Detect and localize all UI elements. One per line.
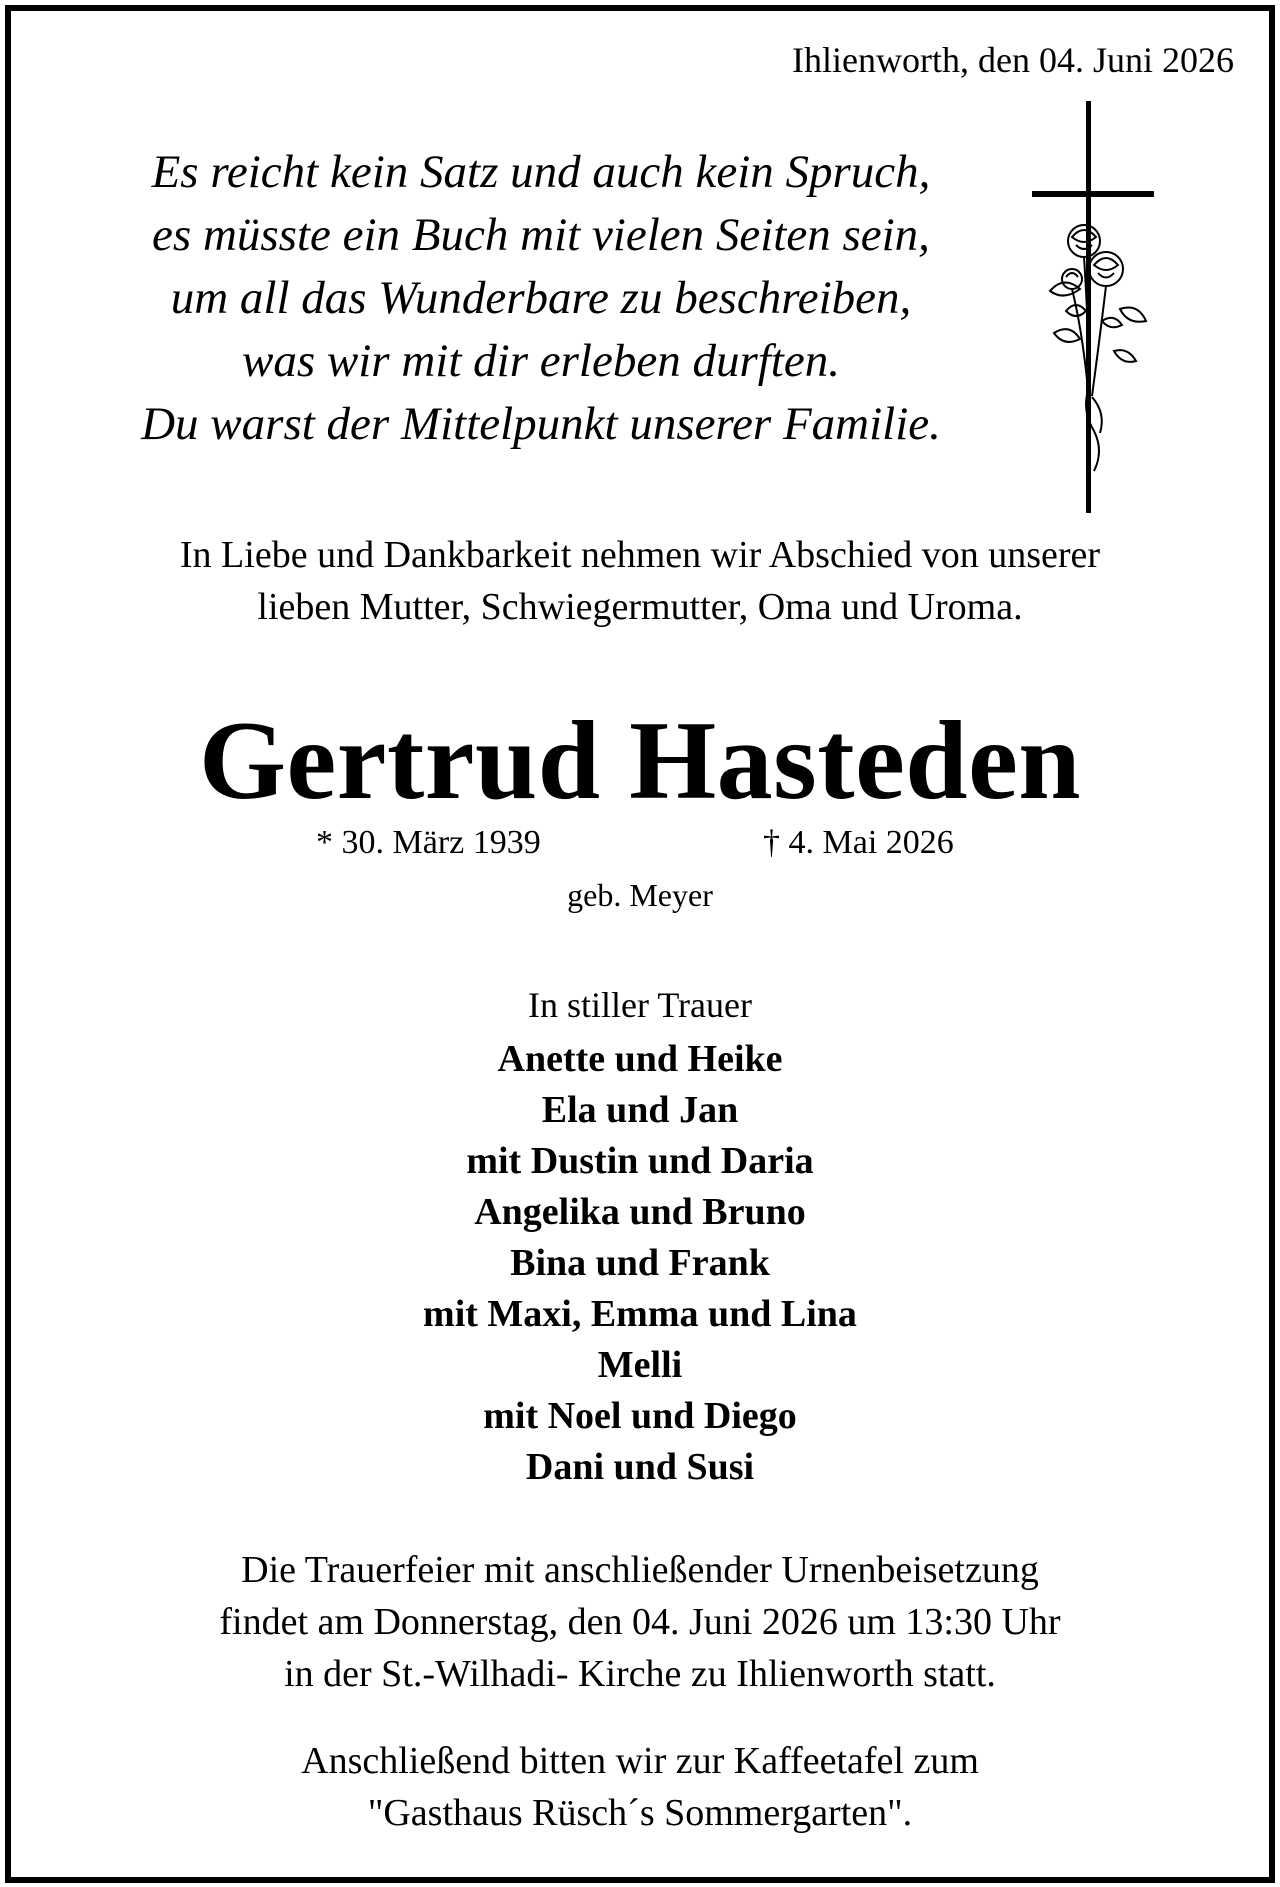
poem-line: was wir mit dir erleben durften. [242, 335, 840, 387]
mourner-entry: Ela und Jan [541, 1089, 739, 1131]
mourners-list [11, 1034, 1269, 1493]
mourner-entry: Angelika und Bruno [474, 1191, 806, 1233]
mourner-entry: Dani und Susi [525, 1446, 755, 1488]
mourner-entry: mit Dustin und Daria [466, 1140, 814, 1182]
memorial-poem [51, 141, 1031, 456]
deceased-name: Gertrud Hasteden [198, 699, 1082, 823]
reception-line: "Gasthaus Rüsch´s Sommergarten". [367, 1792, 913, 1834]
reception-line: Anschließend bitten wir zur Kaffeetafel zum [301, 1740, 979, 1782]
birth-date: * 30. März 1939 [316, 824, 541, 861]
poem-line: um all das Wunderbare zu beschreiben, [170, 272, 912, 324]
mourner-entry: Melli [597, 1344, 683, 1386]
maiden-name: geb. Meyer [567, 877, 713, 913]
poem-line: es müsste ein Buch mit vielen Seiten sein, [152, 209, 930, 261]
place-date: Ihlienworth, den 04. Juni 2026 [792, 40, 1234, 80]
ceremony-line: in der St.-Wilhadi- Kirche zu Ihlienworth statt. [284, 1653, 996, 1695]
cross-with-roses-icon [1026, 101, 1161, 513]
ceremony-line: Die Trauerfeier mit anschließender Urnenbeisetzung [241, 1549, 1039, 1591]
death-date: † 4. Mai 2026 [763, 824, 954, 861]
ceremony-line: findet am Donnerstag, den 04. Juni 2026 um 13:30 Uhr [219, 1601, 1061, 1643]
poem-line: Du warst der Mittelpunkt unserer Familie. [141, 398, 941, 450]
farewell-intro [11, 529, 1269, 633]
mourning-label: In stiller Trauer [528, 985, 752, 1025]
intro-line: In Liebe und Dankbarkeit nehmen wir Abschied von unserer [179, 534, 1101, 576]
mourner-entry: mit Maxi, Emma und Lina [423, 1293, 857, 1335]
reception-info [11, 1735, 1269, 1839]
poem-line: Es reicht kein Satz und auch kein Spruch, [151, 146, 931, 198]
mourner-entry: Bina und Frank [510, 1242, 770, 1284]
mourner-entry: Anette und Heike [497, 1038, 783, 1080]
mourner-entry: mit Noel und Diego [483, 1395, 797, 1437]
ceremony-info [11, 1544, 1269, 1700]
obituary-notice [5, 5, 1275, 1883]
intro-line: lieben Mutter, Schwiegermutter, Oma und Uroma. [257, 586, 1023, 628]
